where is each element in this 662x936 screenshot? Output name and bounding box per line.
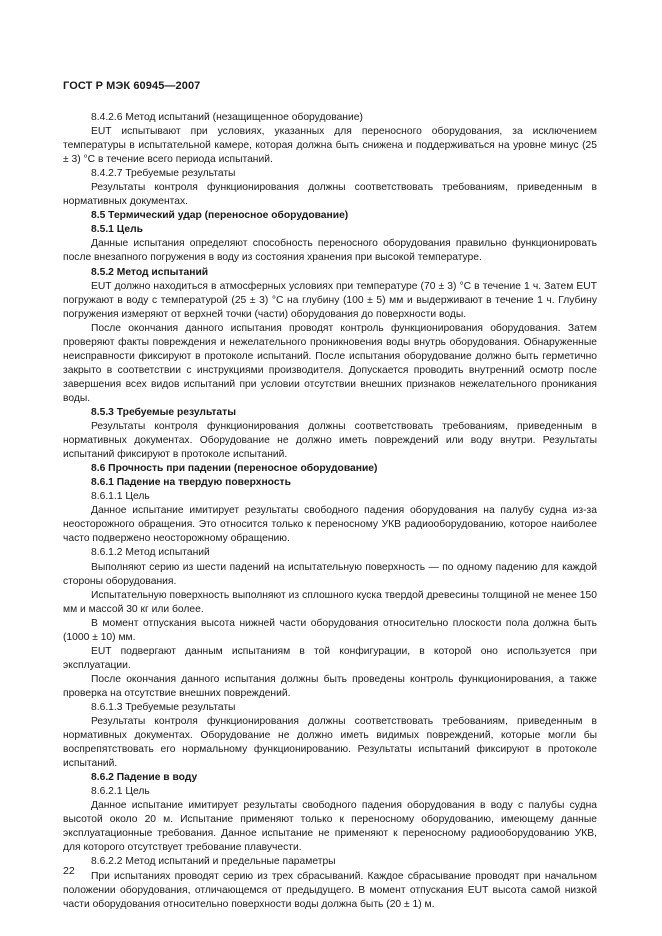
section-heading: 8.6.2.1 Цель bbox=[91, 786, 150, 798]
section-heading: 8.6 Прочность при падении (переносное оборудование) bbox=[91, 463, 378, 475]
paragraph: При испытаниях проводят серию из трех сбрасываний. Каждое сбрасывание проводят при начальном положении оборудования, отличающемся от предыдущего. В момент отпускания EUT высота самой низкой части оборудования относительно поверхности воды должна быть (20 ± 1) м. bbox=[63, 870, 597, 910]
section-heading: 8.6.2 Падение в воду bbox=[91, 772, 198, 784]
document-body bbox=[63, 111, 597, 912]
section-heading: 8.5.2 Метод испытаний bbox=[91, 266, 209, 278]
section-heading: 8.6.1.2 Метод испытаний bbox=[91, 547, 210, 559]
paragraph: Результаты контроля функционирования должны соответствовать требованиям, приведенным в нормативных документах. Оборудование не должно иметь повреждений или воду внутри. Результаты испытаний фиксируют в протоколе испытаний. bbox=[63, 421, 597, 461]
paragraph: Данное испытание имитирует результаты свободного падения оборудования на палубу судна из-за неосторожного обращения. Это относится только к переносному УКВ радиооборудованию, которое наиболее часто подвержено неосторожному обращению. bbox=[63, 505, 597, 545]
paragraph: Результаты контроля функционирования должны соответствовать требованиям, приведенным в нормативных документах. bbox=[63, 182, 597, 208]
paragraph: Данное испытание имитирует результаты свободного падения оборудования в воду с палубы судна высотой около 20 м. Испытание применяют только к переносному оборудованию, имеющему данные эксплуатационные требования. Данное испытание не применяют к переносному радиооборудованию УКВ, для которого отсутствует требование плавучести. bbox=[63, 800, 597, 854]
section-heading: 8.5.1 Цель bbox=[91, 224, 144, 236]
section-heading: 8.6.1.3 Требуемые результаты bbox=[91, 701, 236, 713]
section-heading: 8.5 Термический удар (переносное оборудование) bbox=[91, 210, 349, 222]
page-header: ГОСТ Р МЭК 60945—2007 bbox=[63, 80, 201, 92]
section-heading: 8.4.2.6 Метод испытаний (незащищенное оборудование) bbox=[91, 112, 363, 123]
section-heading: 8.4.2.7 Требуемые результаты bbox=[91, 168, 236, 180]
section-heading: 8.6.1 Падение на твердую поверхность bbox=[91, 477, 291, 489]
section-heading: 8.6.1.1 Цель bbox=[91, 491, 150, 503]
paragraph: EUT испытывают при условиях, указанных для переносного оборудования, за исключением температуры в испытательной камере, которая должна быть снижена и поддерживаться на уровне минус (25 ± 3) °С в течение всего периода испытаний. bbox=[63, 126, 597, 166]
paragraph: Данные испытания определяют способность переносного оборудования правильно функционировать после внезапного погружения в воду из состояния хранения при высокой температуре. bbox=[63, 238, 597, 264]
page-number: 22 bbox=[63, 865, 75, 877]
paragraph: После окончания данного испытания должны быть проведены контроль функционирования, а также проверка на отсутствие внешних повреждений. bbox=[63, 673, 597, 699]
paragraph: Результаты контроля функционирования должны соответствовать требованиям, приведенным в нормативных документах. Оборудование не должно иметь видимых повреждений, которые могли бы воспрепятствовать его нормальному функционированию. Результаты испытаний фиксируют в протоколе испытаний. bbox=[63, 716, 597, 770]
section-heading: 8.6.2.2 Метод испытаний и предельные параметры bbox=[91, 856, 336, 868]
paragraph: После окончания данного испытания проводят контроль функционирования оборудования. Затем проверяют факты повреждения и нежелательного проникновения воды внутрь оборудования. Обнаруженные неисправности фиксируют в протоколе испытаний. После испытания оборудование должно быть герметично закрыто в соответствии с инструкциями производителя. Допускается проводить внутренний осмотр после завершения всех видов испытаний при условии отсутствии внешних признаков нежелательного проникания воды. bbox=[63, 322, 597, 404]
paragraph: EUT должно находиться в атмосферных условиях при температуре (70 ± 3) °С в течение 1 ч. Затем EUT погружают в воду с температурой (25 ± 3) °С на глубину (100 ± 5) мм и выдерживают в течение 1 ч. Глубину погружения измеряют от верхней точки (части) оборудования до поверхности воды. bbox=[63, 280, 597, 320]
section-heading: 8.5.3 Требуемые результаты bbox=[91, 406, 236, 418]
paragraph: Выполняют серию из шести падений на испытательную поверхность — по одному падению для каждой стороны оборудования. bbox=[63, 561, 597, 587]
paragraph: В момент отпускания высота нижней части оборудования относительно плоскости пола должна быть (1000 ± 10) мм. bbox=[63, 617, 597, 643]
paragraph: EUT подвергают данным испытаниям в той конфигурации, в которой оно используется при эксплуатации. bbox=[63, 645, 597, 671]
paragraph: Испытательную поверхность выполняют из сплошного куска твердой древесины толщиной не менее 150 мм и массой 30 кг или более. bbox=[63, 589, 597, 615]
